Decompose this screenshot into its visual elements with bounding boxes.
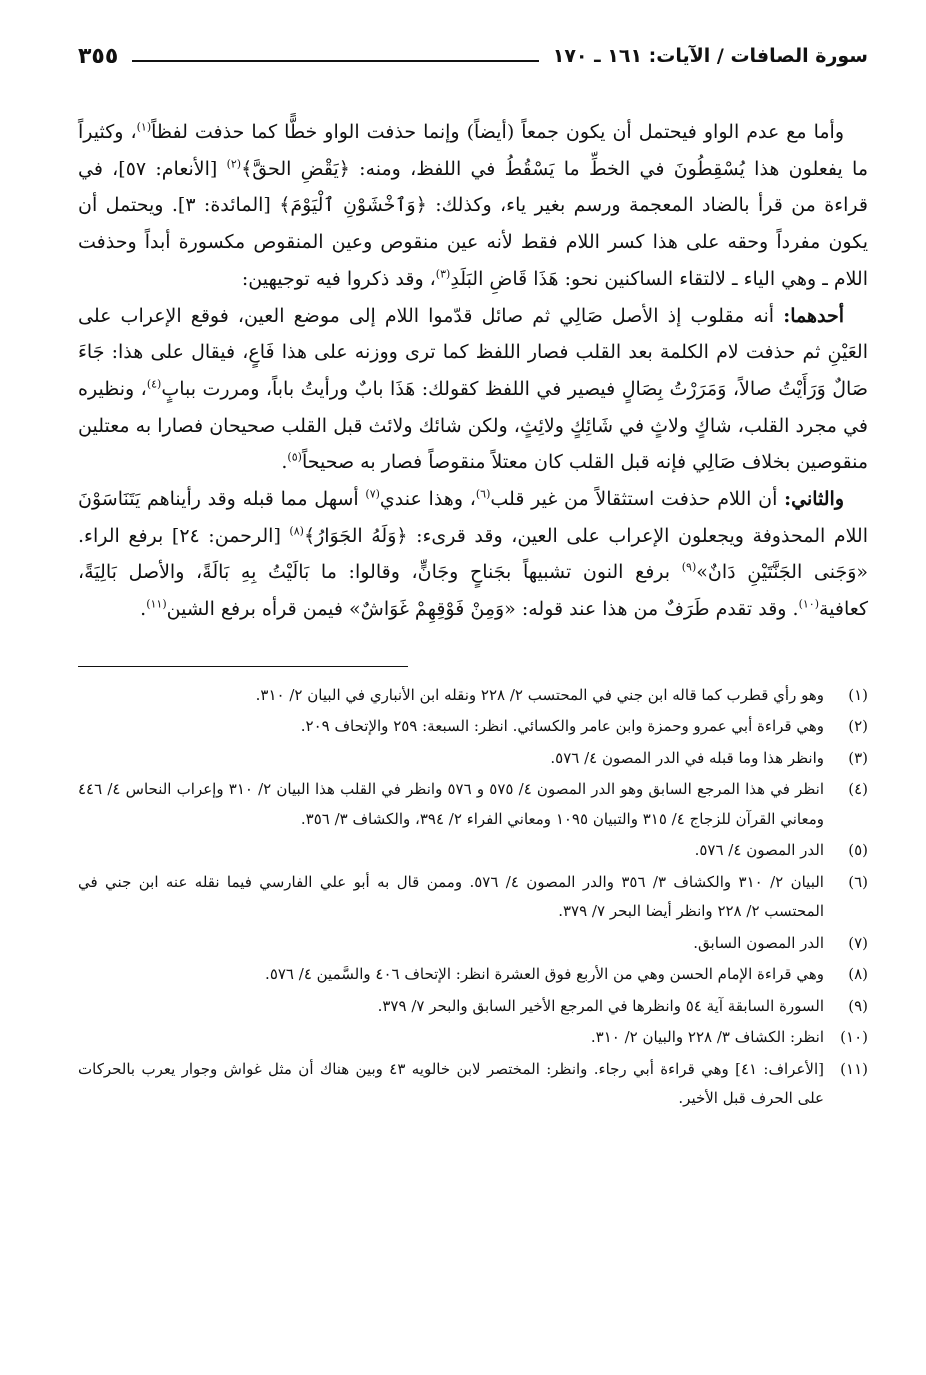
footnote-number: (٣) bbox=[848, 748, 868, 767]
text-run: أنه مقلوب إذ الأصل صَالِي ثم صائل قدّموا اللام إلى موضع العين، فوقع الإعراب على العَيْنِ ثم حذفت لام الكلمة بعد القلب فصار اللفظ كما ترى ووزنه على هذا فَاعٍ، فيقال على هذا: جَاءَ صَالٌ وَرَأَيْتُ صالاً، وَمَرَرْتُ بِصَالٍ فيصير في اللفظ كقولك: هَذَا بابٌ ورأيتُ باباً، ومررت ببابٍ bbox=[78, 304, 868, 400]
footnote-ref: (٦) bbox=[475, 487, 491, 501]
text-run: أسهل مما قبله وقد رأيناهم يَتَنَاسَوْنَ اللام المحذوفة ويجعلون الإعراب على العين، وقد قرىء: ﴿وَلَهُ الجَوَارُ﴾ bbox=[78, 488, 868, 547]
footnote-text: [الأعراف: ٤١] وهي قراءة أبي رجاء. وانظر: المختصر لابن خالويه ٤٣ وبين هناك أن مثل غواش وجوار يعرب بالحركات على الحرف قبل الأخير. bbox=[78, 1059, 824, 1108]
footnote-text: الدر المصون ٤/ ٥٧٦. bbox=[694, 841, 824, 860]
footnote-ref: (٥) bbox=[287, 451, 302, 464]
footnote bbox=[78, 929, 868, 959]
footnote-text: وهي قراءة أبي عمرو وحمزة وابن عامر والكسائي. انظر: السبعة: ٢٥٩ والإتحاف ٢٠٩. bbox=[300, 717, 824, 736]
footnote bbox=[78, 836, 868, 866]
text-run: برفع النون تشبيهاً بجَناحٍ وجَانٍّ، وقالوا: ما بَالَيْتُ بِهِ بَالَةً، والأصل بَالِيَةً، كعافية bbox=[78, 561, 868, 621]
footnote-ref: (٢) bbox=[226, 157, 242, 171]
paragraph-lead: أحدهما: bbox=[783, 304, 844, 327]
running-header bbox=[78, 36, 868, 76]
paragraph bbox=[78, 114, 868, 298]
footnote bbox=[78, 681, 868, 711]
text-run: . bbox=[281, 451, 288, 474]
paragraph bbox=[78, 298, 868, 482]
footnote bbox=[78, 1055, 868, 1114]
footnote-ref: (١) bbox=[136, 120, 152, 134]
book-page bbox=[78, 36, 868, 1116]
footnote-number: (١) bbox=[848, 685, 868, 704]
footnote bbox=[78, 1023, 868, 1053]
footnote-ref: (٩) bbox=[681, 561, 697, 575]
footnote-ref: (٣) bbox=[435, 267, 451, 281]
text-run: . bbox=[140, 598, 147, 621]
paragraph bbox=[78, 481, 868, 628]
footnote bbox=[78, 992, 868, 1022]
footnote-number: (١٠) bbox=[840, 1028, 868, 1047]
footnote-ref: (٧) bbox=[365, 487, 380, 501]
text-run: ، وقد ذكروا فيه توجيهين: bbox=[241, 267, 436, 290]
footnote-text: انظر في هذا المرجع السابق وهو الدر المصون ٤/ ٥٧٥ و ٥٧٦ وانظر في القلب هذا البيان ٢/ ٣١٠ وإعراب النحاس ٤/ ٤٤٦ ومعاني القرآن للزجاج ٤/ ٣١٥ والتبيان ١٠٩٥ ومعاني الفراء ٢/ ٣٩٤، والكشاف ٣/ ٣٥٦. bbox=[78, 780, 824, 828]
footnote-ref: (١٠) bbox=[798, 597, 819, 611]
footnote-text: السورة السابقة آية ٥٤ وانظرها في المرجع الأخير السابق والبحر ٧/ ٣٧٩. bbox=[377, 996, 824, 1015]
footnote-number: (١١) bbox=[840, 1059, 868, 1078]
text-run: ، وهذا عندي bbox=[379, 488, 476, 511]
footnote-number: (٧) bbox=[848, 933, 868, 952]
footnote bbox=[78, 868, 868, 927]
text-run: [الأنعام: ٥٧]، في قراءة من قرأ بالضاد المعجمة ورسم بغير ياء، وكذلك: ﴿وَٱخْشَوْنِ ٱلْيَوْمَ﴾ [المائدة: ٣]. ويحتمل أن يكون مفرداً وحقه على هذا كسر اللام فقط لأنه عين منقوص وعين المنقوص مكسورة أبداً وحذفت اللام ـ وهي الياء ـ لالتقاء الساكنين نحو: هَذَا قَاضِ البَلَدِ bbox=[78, 157, 868, 290]
text-run: ، ونظيره في مجرد القلب، شاكٍ ولاثٍ في شَائِكٍ ولائِثٍ، ولكن شائك ولائث قبل القلب صحيحان فصارا به معتلين منقوصين بخلاف صَالِي فإنه قبل القلب كان معتلاً منقوصاً فصار به صحيحاً bbox=[78, 377, 868, 474]
text-run: [الرحمن: ٢٤] برفع الراء. «وَجَنى الجَنَّتَيْنِ دَانٌ» bbox=[78, 524, 869, 584]
text-run: أن اللام حذفت استثقالاً من غير قلب bbox=[490, 488, 785, 511]
footnote-ref: (٨) bbox=[289, 524, 304, 538]
footnote-text: الدر المصون السابق. bbox=[693, 933, 824, 952]
text-run: . وقد تقدم طَرَفٌ من هذا عند قوله: «وَمِنْ فَوْقِهِمْ غَوَاشٌ» فيمن قرأه برفع الشين bbox=[166, 598, 799, 621]
footnote-number: (٢) bbox=[848, 717, 868, 736]
footnote bbox=[78, 960, 868, 990]
footnote bbox=[78, 775, 868, 834]
footnote-text: وهو رأي قطرب كما قاله ابن جني في المحتسب ٢/ ٢٢٨ ونقله ابن الأنباري في البيان ٢/ ٣١٠. bbox=[255, 685, 824, 704]
chapter-title: سورة الصافات / الآيات: ١٦١ ـ ١٧٠ bbox=[552, 45, 868, 67]
footnote-number: (٦) bbox=[848, 872, 868, 891]
text-run: ، وكثيراً ما يفعلون هذا يُسْقِطُونَ في الخطِّ ما يَسْقُطُ في اللفظ، ومنه: ﴿يَقْضِ الحقَّ﴾ bbox=[78, 121, 869, 180]
footnote-ref: (٤) bbox=[146, 377, 162, 391]
page-number: ٣٥٥ bbox=[78, 43, 119, 69]
footnote-text: البيان ٢/ ٣١٠ والكشاف ٣/ ٣٥٦ والدر المصون ٤/ ٥٧٦. وممن قال به أبو علي الفارسي فيما نقله عنه ابن جني في المحتسب ٢/ ٢٢٨ وانظر أيضا البحر ٧/ ٣٧٩. bbox=[78, 872, 824, 921]
footnote-number: (٩) bbox=[848, 996, 868, 1015]
paragraph-lead: والثاني: bbox=[784, 488, 845, 511]
footnotes bbox=[78, 681, 868, 1114]
footnote bbox=[78, 712, 868, 742]
footnote-separator bbox=[78, 666, 408, 667]
header-rule bbox=[132, 60, 538, 62]
footnote-text: وهي قراءة الإمام الحسن وهي من الأربع فوق العشرة انظر: الإتحاف ٤٠٦ والسَّمين ٤/ ٥٧٦. bbox=[265, 965, 824, 984]
footnote-ref: (١١) bbox=[146, 597, 167, 611]
footnote-text: وانظر هذا وما قبله في الدر المصون ٤/ ٥٧٦. bbox=[550, 748, 824, 767]
footnote-number: (٥) bbox=[848, 841, 868, 860]
footnote-number: (٤) bbox=[848, 780, 868, 799]
footnote-text: انظر: الكشاف ٣/ ٢٢٨ والبيان ٢/ ٣١٠. bbox=[590, 1028, 824, 1047]
footnote bbox=[78, 744, 868, 774]
text-run: وأما مع عدم الواو فيحتمل أن يكون جمعاً (أيضاً) وإنما حذفت الواو خطًّا كما حذفت لفظاً bbox=[151, 121, 845, 143]
main-text bbox=[78, 114, 868, 628]
footnote-number: (٨) bbox=[848, 965, 868, 984]
